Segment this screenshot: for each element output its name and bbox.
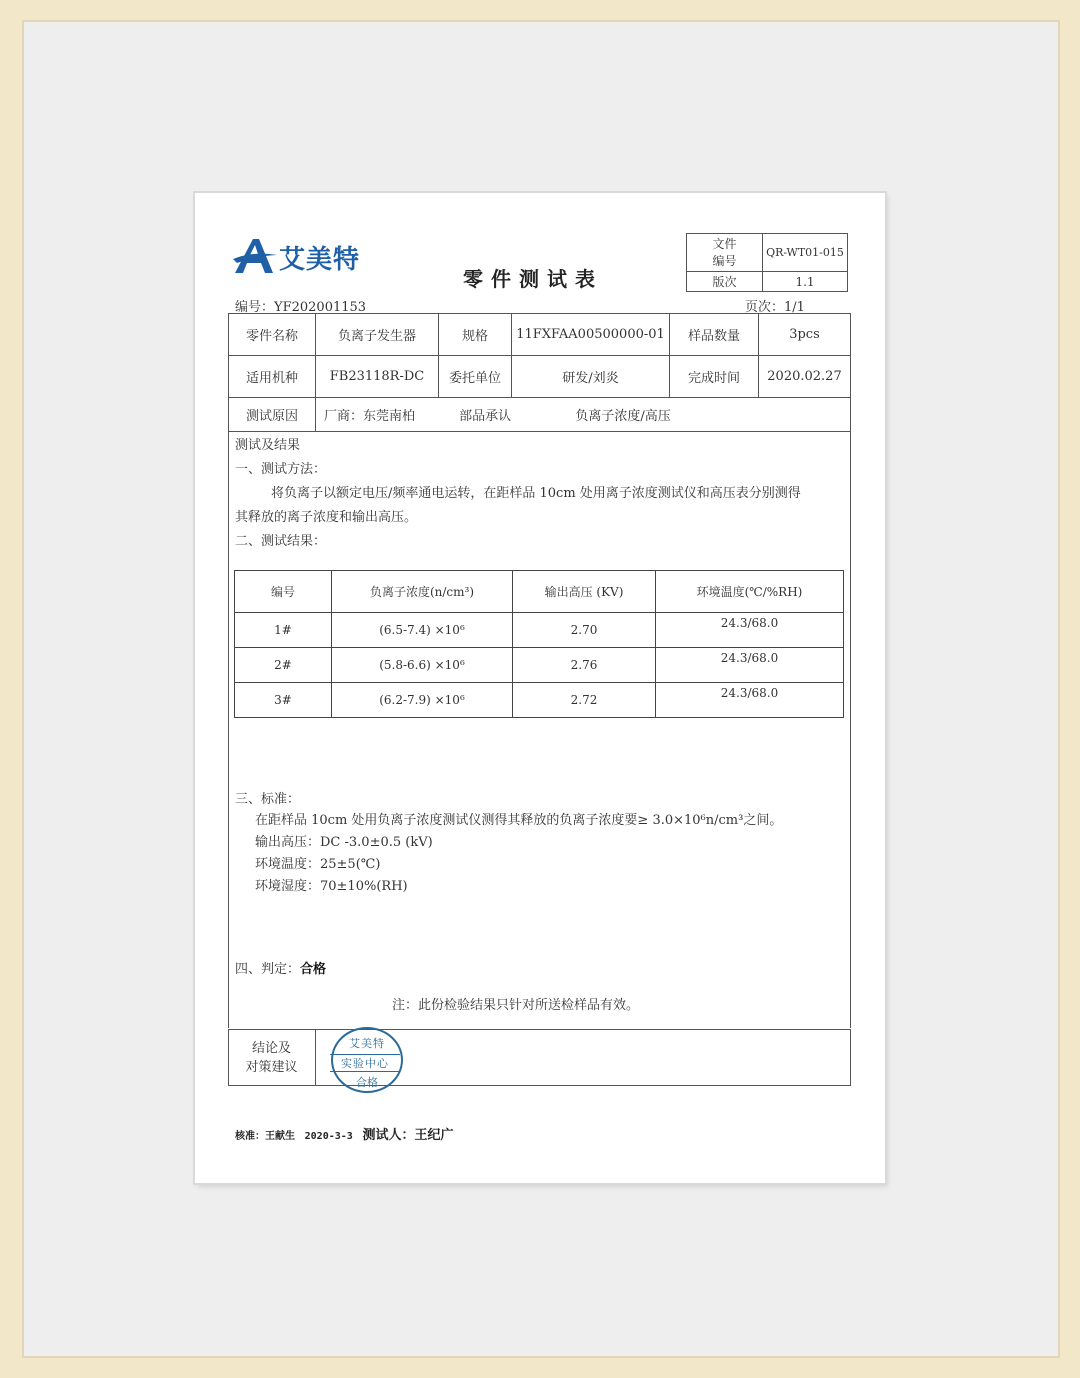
row-id: 2# [235,648,332,683]
row-environment: 24.3/68.0 [656,613,844,648]
section-title: 测试及结果 [235,438,301,453]
company-logo [233,237,393,277]
file-no-label-2: 编号 [712,253,737,268]
model-value: FB23118R-DC [316,356,439,398]
row-environment: 24.3/68.0 [656,648,844,683]
qty-label: 样品数量 [670,314,759,356]
logo-a-icon [233,237,277,275]
client-label: 委托单位 [439,356,512,398]
results-table [234,570,844,718]
row-voltage: 2.70 [513,613,656,648]
method-title: 一、测试方法： [235,462,327,477]
approve-date: 2020-3-3 [304,1131,353,1142]
spec-label: 规格 [439,314,512,356]
row-voltage: 2.76 [513,648,656,683]
table-row [235,683,844,718]
judgement [235,958,326,977]
conclusion-label-2: 对策建议 [245,1060,298,1075]
footer-signatures [235,1124,453,1143]
tester-label: 测试人： [362,1128,415,1143]
row-voltage: 2.72 [513,683,656,718]
results-header-environment: 环境温度(℃/%RH) [656,571,844,613]
result-title: 二、测试结果： [235,534,327,549]
tester-name: 王纪广 [414,1128,454,1143]
stamp-line-3: 合格 [356,1076,378,1089]
standard-line-4: 环境湿度：70±10%(RH) [255,879,408,894]
client-value: 研发/刘炎 [512,356,670,398]
part-name-label: 零件名称 [229,314,316,356]
table-row [235,648,844,683]
test-report-sheet [195,193,885,1183]
serial-value: YF202001153 [274,300,367,315]
reason-label: 测试原因 [229,398,316,432]
approver-name: 王献生 [265,1131,295,1142]
qty-value: 3pcs [759,314,851,356]
stamp-line-1: 艾美特 [349,1037,385,1050]
part-name-value: 负离子发生器 [316,314,439,356]
row-concentration: (6.2-7.9) ×10⁶ [332,683,513,718]
standard-line-1: 在距样品 10cm 处用负离子浓度测试仪测得其释放的负离子浓度要≥ 3.0×10⁶n/cm³之间。 [255,813,783,828]
date-value: 2020.02.27 [759,356,851,398]
reason-item: 负离子浓度/高压 [575,409,671,424]
row-environment: 24.3/68.0 [656,683,844,718]
table-row [235,613,844,648]
results-header-id: 编号 [235,571,332,613]
validity-note: 注：此份检验结果只针对所送检样品有效。 [392,998,640,1013]
file-no-value: QR-WT01-015 [763,234,848,272]
method-line-1: 将负离子以额定电压/频率通电运转，在距样品 10cm 处用离子浓度测试仪和高压表分别测得 [271,486,801,501]
part-info-table [228,313,851,432]
spec-value: 11FXFAA00500000-01 [512,314,670,356]
stamp-line-2: 实验中心 [330,1054,400,1072]
document-code-box [686,233,848,292]
company-name: 艾美特 [279,245,361,275]
version-value: 1.1 [763,272,848,292]
approval-stamp [331,1027,403,1093]
date-label: 完成时间 [670,356,759,398]
judgement-label: 四、判定： [235,962,301,977]
results-header-concentration: 负离子浓度(n/cm³) [332,571,513,613]
serial-label: 编号： [235,300,275,315]
standard-line-3: 环境温度：25±5(℃) [255,857,381,872]
model-label: 适用机种 [229,356,316,398]
reason-vendor: 厂商：东莞南柏 [324,409,416,424]
page-label: 页次： [745,300,785,315]
conclusion-label [228,1039,315,1077]
results-header-voltage: 输出高压 (KV) [513,571,656,613]
file-no-label-1: 文件 [712,236,737,251]
document-title: 零件测试表 [463,267,603,291]
row-id: 3# [235,683,332,718]
conclusion-label-1: 结论及 [251,1041,291,1056]
row-concentration: (6.5-7.4) ×10⁶ [332,613,513,648]
conclusion-divider [315,1029,316,1085]
page-value: 1/1 [784,300,805,315]
method-line-2: 其释放的离子浓度和输出高压。 [235,510,418,525]
row-concentration: (5.8-6.6) ×10⁶ [332,648,513,683]
standard-title: 三、标准： [235,792,301,807]
standard-line-2: 输出高压：DC -3.0±0.5 (kV) [255,835,433,850]
reason-type: 部品承认 [459,409,512,424]
version-label: 版次 [687,272,763,292]
judgement-value: 合格 [300,962,327,977]
conclusion-row [228,1029,851,1086]
approve-label: 核准： [235,1131,265,1142]
row-id: 1# [235,613,332,648]
